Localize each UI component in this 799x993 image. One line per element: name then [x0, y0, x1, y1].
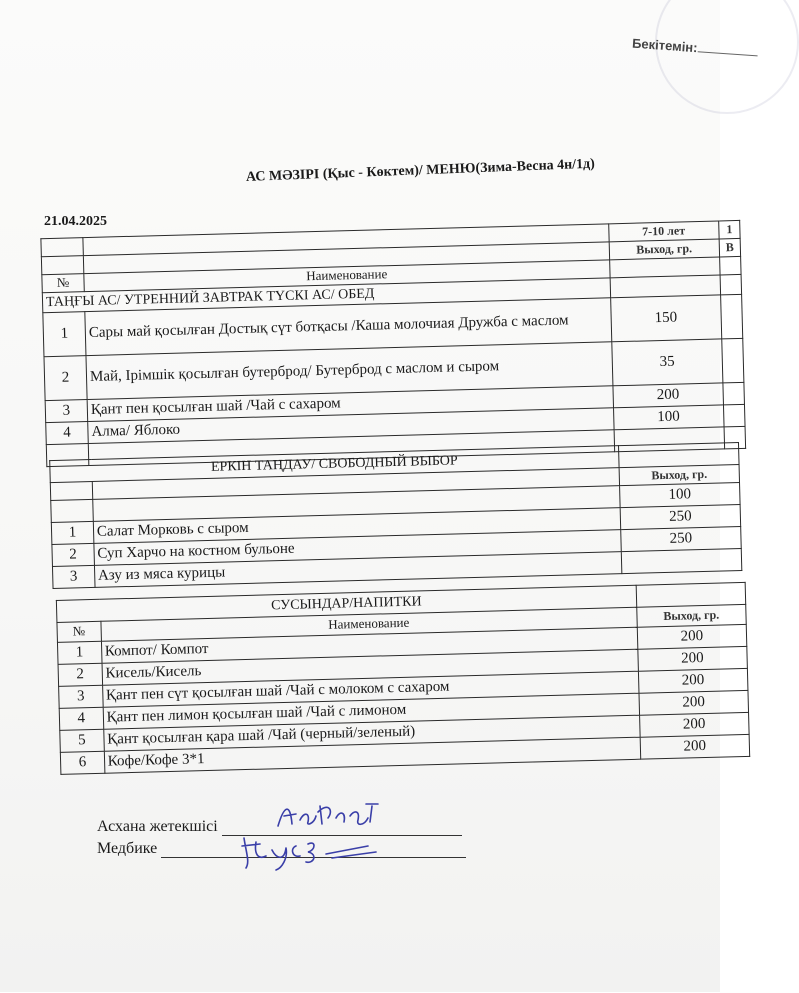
section-drinks: СУСЫНДАР/НАПИТКИ [56, 585, 636, 622]
nurse-signature-line: Медбике [97, 840, 466, 858]
table-row: 100 [51, 483, 740, 523]
free-choice-table [49, 442, 742, 589]
yield-header: Выход, гр. [636, 604, 746, 627]
table-row: 5 Қант қосылған қара шай /Чай (черный/зеленый) 200 [60, 712, 749, 752]
menu-title: АС МӘЗІРІ (Қыс - Көктем)/ МЕНЮ(Зима-Весна 4н/1д) [245, 156, 596, 185]
section-free-choice: ЕРКІН ТАҢДАУ/ СВОБОДНЫЙ ВЫБОР [50, 446, 619, 483]
table-row: 7-10 лет 1 [41, 220, 740, 256]
chef-signature-line: Асхана жетекшісі [97, 818, 462, 836]
table-row: 1 Сары май қосылған Достық сүт ботқасы /Каша молочиая Дружба с маслом 150 [43, 294, 743, 356]
yield-header: Выход, гр. [609, 239, 720, 260]
table-row: 1 Компот/ Компот 200 [57, 624, 746, 664]
table-row: 4 Алма/ Яблоко 100 [46, 404, 745, 444]
handwritten-signature-nurse [236, 828, 386, 874]
age-group-header: 7-10 лет [608, 221, 719, 242]
drinks-table [56, 582, 750, 775]
table-row: 2 Суп Харчо на костном бульоне 250 [52, 526, 741, 566]
yield-header: Выход, гр. [619, 465, 739, 486]
name-header: Наименование [101, 607, 637, 641]
table-row: 3 Қант пен сүт қосылған шай /Чай с молоком с сахаром 200 [59, 668, 748, 708]
table-row: 4 Қант пен лимон қосылған шай /Чай с лимоном 200 [59, 690, 748, 730]
number-header: № [57, 621, 101, 642]
number-header: № [42, 274, 84, 293]
table-row: 3 Азу из мяса курицы [52, 548, 741, 588]
table-row: 6 Кофе/Кофе 3*1 200 [60, 734, 749, 774]
section-breakfast: ТАҢҒЫ АС/ УТРЕННИЙ ЗАВТРАК ТҮСКІ АС/ ОБЕД [42, 278, 610, 313]
approval-label: Бекітемін: [632, 36, 758, 60]
menu-date: 21.04.2025 [44, 214, 107, 229]
table-row: 1 Салат Морковь с сыром 250 [51, 505, 740, 545]
table-row: 2 Май, Ірімшік қосылған бутерброд/ Бутерброд с маслом и сыром 35 [44, 338, 744, 400]
name-header: Наименование [84, 260, 610, 292]
table-row: Выход, гр. В [41, 238, 740, 274]
table-row: 2 Кисель/Кисель 200 [58, 646, 747, 686]
breakfast-table [40, 220, 746, 467]
table-row: 3 Қант пен қосылған шай /Чай с сахаром 200 [45, 382, 744, 422]
